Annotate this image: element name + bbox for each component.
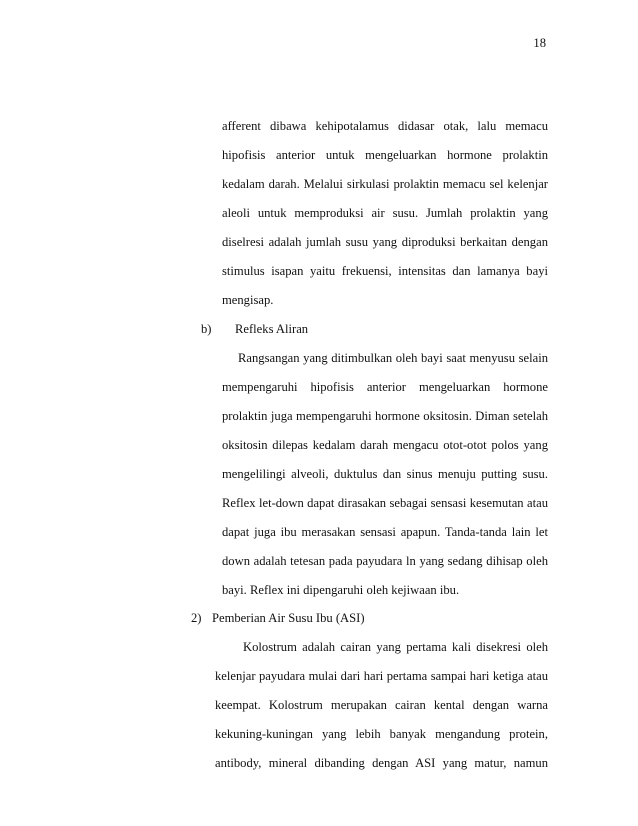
section-heading: Refleks Aliran bbox=[235, 322, 309, 336]
section-heading: Pemberian Air Susu Ibu (ASI) bbox=[212, 611, 365, 625]
page-number: 18 bbox=[533, 36, 546, 50]
section-label: 2) bbox=[191, 611, 202, 625]
text-line: oksitosin dilepas kedalam darah mengacu otot-otot polos yang bbox=[222, 438, 548, 452]
text-line: kelenjar payudara mulai dari hari pertama sampai hari ketiga atau bbox=[215, 669, 548, 683]
text-line: mengelilingi alveoli, duktulus dan sinus menuju putting susu. bbox=[222, 467, 548, 481]
text-line: kedalam darah. Melalui sirkulasi prolaktin memacu sel kelenjar bbox=[222, 177, 548, 191]
section-label: b) bbox=[201, 322, 212, 336]
text-line: stimulus isapan yaitu frekuensi, intensitas dan lamanya bayi bbox=[222, 264, 548, 278]
text-line: Reflex let-down dapat dirasakan sebagai sensasi kesemutan atau bbox=[222, 496, 548, 510]
text-line: prolaktin juga mempengaruhi hormone oksitosin. Diman setelah bbox=[222, 409, 548, 423]
text-line: kekuning-kuningan yang lebih banyak mengandung protein, bbox=[215, 727, 548, 741]
text-line: aleoli untuk memproduksi air susu. Jumlah prolaktin yang bbox=[222, 206, 548, 220]
text-line: antibody, mineral dibanding dengan ASI yang matur, namun bbox=[215, 756, 548, 770]
text-line: diselresi adalah jumlah susu yang diproduksi berkaitan dengan bbox=[222, 235, 548, 249]
text-line: Kolostrum adalah cairan yang pertama kali disekresi oleh bbox=[243, 640, 548, 654]
text-line: Rangsangan yang ditimbulkan oleh bayi saat menyusu selain bbox=[238, 351, 548, 365]
text-line: dapat juga ibu merasakan sensasi apapun. Tanda-tanda lain let bbox=[222, 525, 548, 539]
text-line: bayi. Reflex ini dipengaruhi oleh kejiwaan ibu. bbox=[222, 583, 460, 597]
text-line: keempat. Kolostrum merupakan cairan kental dengan warna bbox=[215, 698, 548, 712]
text-line: hipofisis anterior untuk mengeluarkan hormone prolaktin bbox=[222, 148, 548, 162]
text-line: down adalah tetesan pada payudara ln yang sedang dihisap oleh bbox=[222, 554, 548, 568]
text-line: afferent dibawa kehipotalamus didasar otak, lalu memacu bbox=[222, 119, 548, 133]
text-line: mengisap. bbox=[222, 293, 274, 307]
text-line: mempengaruhi hipofisis anterior mengeluarkan hormone bbox=[222, 380, 548, 394]
